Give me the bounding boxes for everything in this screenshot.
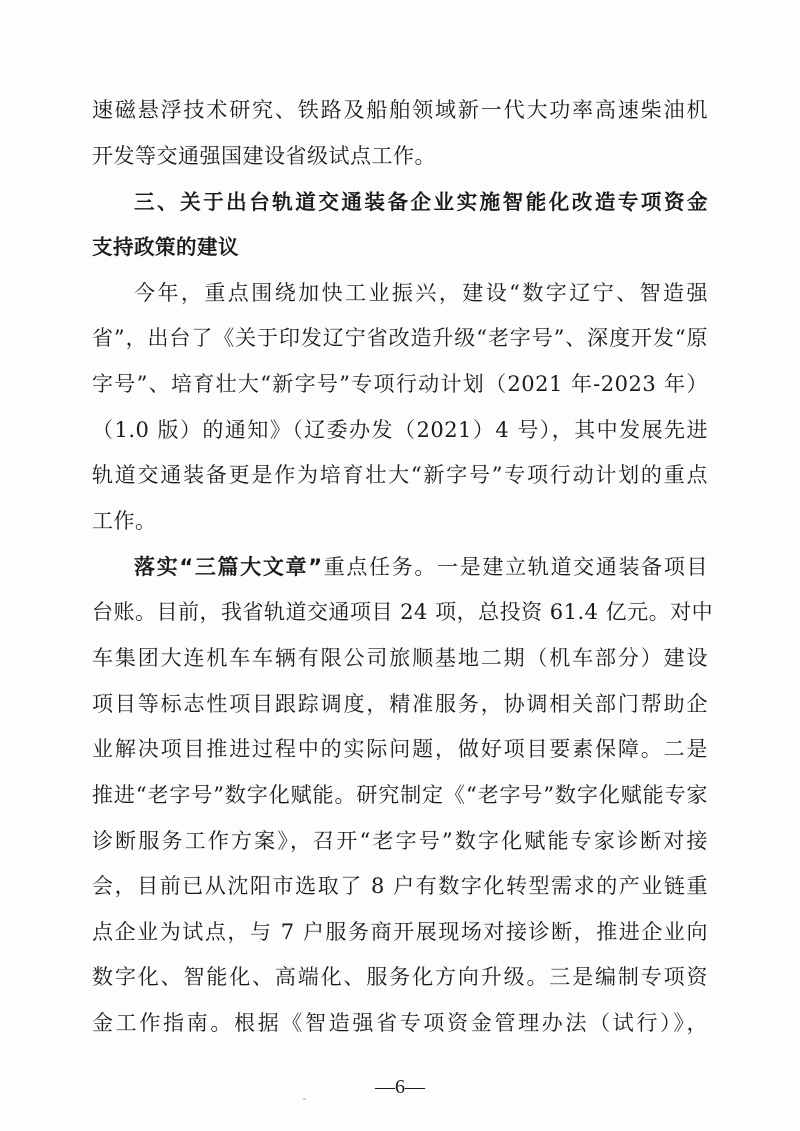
section-heading: 三、关于出台轨道交通装备企业实施智能化改造专项资金 [134, 190, 708, 214]
body-line: 字号”、培育壮大“新字号”专项行动计划（2021 年-2023 年） [92, 372, 708, 396]
body-line: 会，目前已从沈阳市选取了 8 户有数字化转型需求的产业链重 [92, 874, 708, 898]
body-line: 省”，出台了《关于印发辽宁省改造升级“老字号”、深度开发“原 [92, 326, 708, 350]
body-line: 点企业为试点，与 7 户服务商开展现场对接诊断，推进企业向 [92, 920, 708, 944]
body-line: 轨道交通装备更是作为培育壮大“新字号”专项行动计划的重点 [92, 463, 708, 487]
body-line: 速磁悬浮技术研究、铁路及船舶领域新一代大功率高速柴油机 [92, 98, 708, 122]
body-line: 诊断服务工作方案》，召开“老字号”数字化赋能专家诊断对接 [92, 829, 708, 853]
body-line: 项目等标志性项目跟踪调度，精准服务，协调相关部门帮助企 [92, 692, 708, 716]
body-line: 开发等交通强国建设省级试点工作。 [92, 144, 436, 168]
body-line: 台账。目前，我省轨道交通项目 24 项，总投资 61.4 亿元。对中 [92, 600, 714, 624]
body-line: 工作。 [92, 509, 157, 533]
section-heading-continued: 支持政策的建议 [92, 235, 239, 259]
page-number: —6— [375, 1076, 425, 1098]
body-line: 今年，重点围绕加快工业振兴，建设“数字辽宁、智造强 [134, 281, 708, 305]
body-line: （1.0 版）的通知》（辽委办发（2021）4 号），其中发展先进 [92, 418, 708, 442]
scan-speck [303, 1098, 306, 1100]
bold-lead-text: 落实“三篇大文章” [134, 555, 323, 579]
body-line: 推进“老字号”数字化赋能。研究制定《“老字号”数字化赋能专家 [92, 783, 708, 807]
paragraph-first-line-rest: 重点任务。一是建立轨道交通装备项目 [322, 555, 708, 579]
paragraph-first-line [134, 548, 708, 586]
body-line: 金工作指南。根据《智造强省专项资金管理办法（试行）》， [92, 1011, 708, 1035]
body-line: 车集团大连机车车辆有限公司旅顺基地二期（机车部分）建设 [92, 646, 708, 670]
body-line: 数字化、智能化、高端化、服务化方向升级。三是编制专项资 [92, 965, 708, 989]
body-line: 业解决项目推进过程中的实际问题，做好项目要素保障。二是 [92, 737, 708, 761]
